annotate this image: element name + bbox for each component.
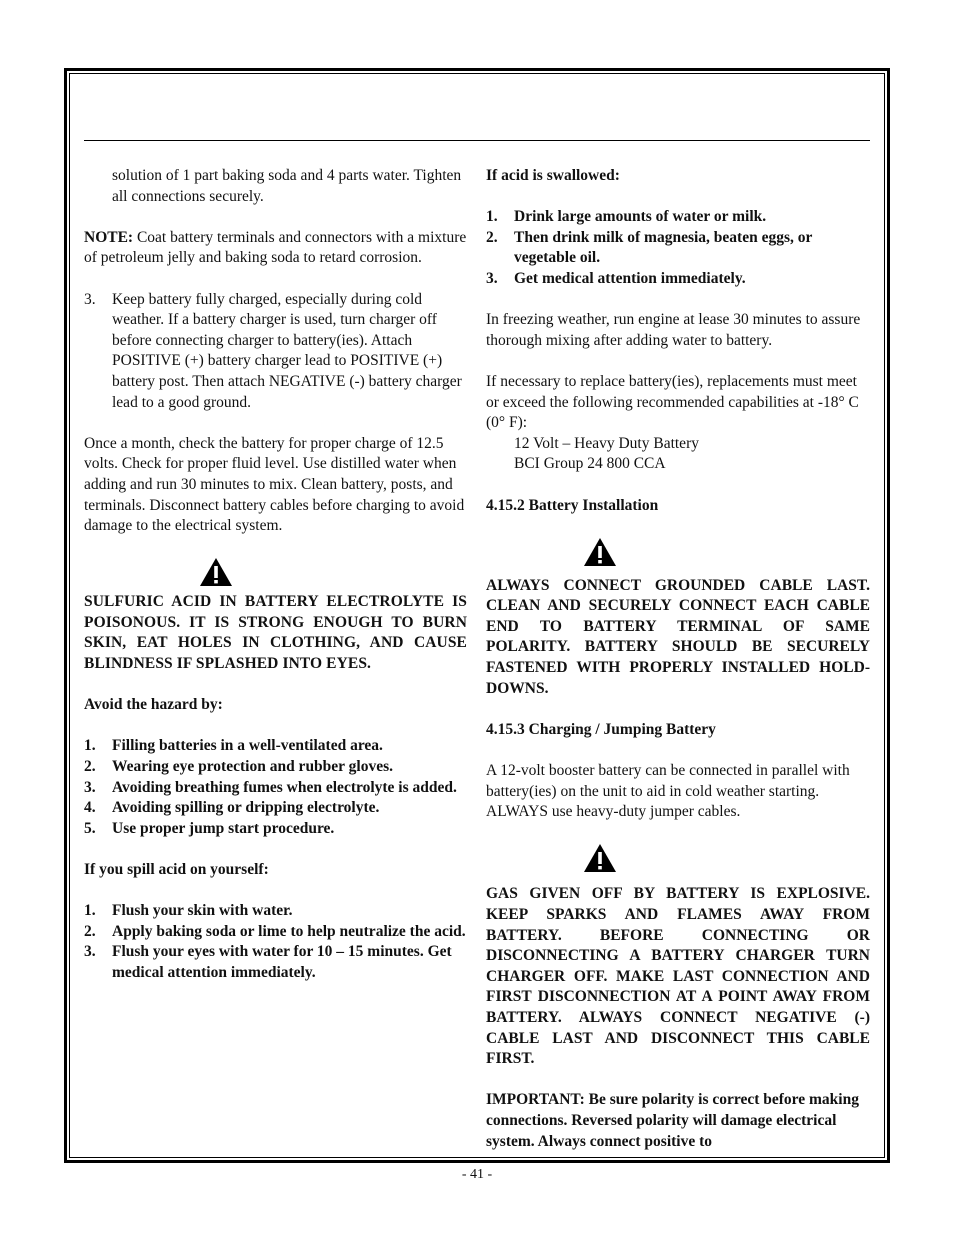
list-item bbox=[84, 290, 467, 414]
battery-spec-1: 12 Volt – Heavy Duty Battery bbox=[514, 434, 699, 452]
list-text: Avoiding spilling or dripping electrolyte. bbox=[112, 799, 380, 817]
list-item bbox=[84, 778, 467, 799]
list-text: Flush your eyes with water for 10 – 15 minutes. Get medical attention immediately. bbox=[112, 943, 452, 981]
avoid-hazard-list bbox=[84, 736, 467, 839]
list-item bbox=[84, 798, 467, 819]
list-item bbox=[486, 228, 870, 269]
acid-warning-text: SULFURIC ACID IN BATTERY ELECTROLYTE IS POISONOUS. IT IS STRONG ENOUGH TO BURN SKIN, EAT HOLES IN CLOTHING, AND CAUSE BLINDNESS IF SPLASHED INTO EYES. bbox=[84, 593, 467, 673]
spill-list bbox=[84, 901, 467, 983]
list-text: Flush your skin with water. bbox=[112, 902, 293, 920]
list-item bbox=[84, 819, 467, 840]
note-label: NOTE: bbox=[84, 228, 134, 246]
header-rule bbox=[84, 140, 870, 141]
battery-spec-2: BCI Group 24 800 CCA bbox=[514, 455, 666, 473]
spill-heading: If you spill acid on yourself: bbox=[84, 861, 269, 878]
list-item bbox=[84, 922, 467, 943]
list-number: 3. bbox=[84, 778, 96, 796]
list-text: Get medical attention immediately. bbox=[514, 269, 746, 287]
important-paragraph: IMPORTANT: Be sure polarity is correct before making connections. Reversed polarity will damage electrical system. Always connect positive to bbox=[486, 1091, 859, 1150]
booster-paragraph: A 12-volt booster battery can be connected in parallel with battery(ies) on the unit to aid in cold weather starting. ALWAYS use heavy-duty jumper cables. bbox=[486, 762, 850, 821]
list-item bbox=[84, 736, 467, 757]
note-text: Coat battery terminals and connectors with a mixture of petroleum jelly and baking soda to retard corrosion. bbox=[84, 228, 467, 267]
list-item bbox=[486, 269, 870, 290]
list-number: 3. bbox=[486, 269, 498, 287]
list-item bbox=[84, 942, 467, 983]
section-heading-charging: 4.15.3 Charging / Jumping Battery bbox=[486, 720, 716, 738]
list-item bbox=[486, 207, 870, 228]
note-paragraph bbox=[84, 228, 467, 269]
warning-triangle-icon bbox=[486, 843, 870, 884]
step-3-list bbox=[84, 290, 467, 414]
list-number: 2. bbox=[84, 922, 96, 940]
monthly-check-paragraph: Once a month, check the battery for proper charge of 12.5 volts. Check for proper fluid level. Use distilled water when adding and run 30 minutes to mix. Clean battery, posts, and terminals. Disconnect battery cables before charging to avoid damage to the electrical system. bbox=[84, 434, 465, 535]
list-text: Filling batteries in a well-ventilated area. bbox=[112, 737, 383, 755]
replacement-paragraph: If necessary to replace battery(ies), replacements must meet or exceed the following recommended capabilities at -18° C (0° F): bbox=[486, 372, 859, 432]
list-number: 3. bbox=[84, 943, 96, 961]
left-column bbox=[84, 166, 467, 1004]
list-number: 1. bbox=[84, 737, 96, 755]
list-number: 5. bbox=[84, 819, 96, 837]
list-number: 4. bbox=[84, 799, 96, 817]
list-item bbox=[84, 901, 467, 922]
avoid-hazard-heading: Avoid the hazard by: bbox=[84, 696, 223, 714]
right-column bbox=[486, 166, 870, 1152]
list-number: 1. bbox=[84, 902, 96, 920]
page-number: - 41 - bbox=[461, 1167, 493, 1182]
list-number: 1. bbox=[486, 208, 498, 226]
continued-paragraph: solution of 1 part baking soda and 4 parts water. Tighten all connections securely. bbox=[112, 167, 462, 205]
list-text: Wearing eye protection and rubber gloves. bbox=[112, 758, 393, 776]
swallow-heading: If acid is swallowed: bbox=[486, 167, 620, 184]
list-number: 2. bbox=[486, 228, 498, 246]
list-number: 2. bbox=[84, 758, 96, 776]
swallow-list bbox=[486, 207, 870, 289]
list-text: Keep battery fully charged, especially during cold weather. If a battery charger is used, turn charger off before connecting charger to battery(ies). Attach POSITIVE (+) battery charger lead to POSITIVE (+) battery post. Then attach NEGATIVE (-) battery charger lead to a good ground. bbox=[112, 290, 462, 411]
list-text: Apply baking soda or lime to help neutralize the acid. bbox=[112, 922, 466, 940]
list-text: Then drink milk of magnesia, beaten eggs, or vegetable oil. bbox=[514, 228, 813, 267]
list-item bbox=[84, 757, 467, 778]
section-heading-installation: 4.15.2 Battery Installation bbox=[486, 496, 659, 514]
explosive-gas-warning-text: GAS GIVEN OFF BY BATTERY IS EXPLOSIVE. KEEP SPARKS AND FLAMES AWAY FROM BATTERY. BEFORE CONNECTING OR DISCONNECTING A BATTERY CHARGER TURN CHARGER OFF. MAKE LAST CONNECTION AND FIRST DISCONNECTION AT A POINT AWAY FROM BATTERY. ALWAYS CONNECT NEGATIVE (-) CABLE LAST AND DISCONNECT THIS CABLE FIRST. bbox=[486, 885, 870, 1068]
installation-warning-text: ALWAYS CONNECT GROUNDED CABLE LAST. CLEAN AND SECURELY CONNECT EACH CABLE END TO BATTERY TERMINAL OF SAME POLARITY. BATTERY SHOULD BE SECURELY FASTENED WITH PROPERLY INSTALLED HOLD-DOWNS. bbox=[486, 576, 870, 697]
list-text: Avoiding breathing fumes when electrolyte is added. bbox=[112, 778, 457, 796]
warning-triangle-icon bbox=[486, 537, 870, 576]
list-number: 3. bbox=[84, 290, 96, 308]
list-text: Use proper jump start procedure. bbox=[112, 819, 335, 837]
list-text: Drink large amounts of water or milk. bbox=[514, 208, 767, 226]
warning-triangle-icon bbox=[84, 557, 467, 592]
freezing-paragraph: In freezing weather, run engine at lease 30 minutes to assure thorough mixing after adding water to battery. bbox=[486, 311, 861, 349]
